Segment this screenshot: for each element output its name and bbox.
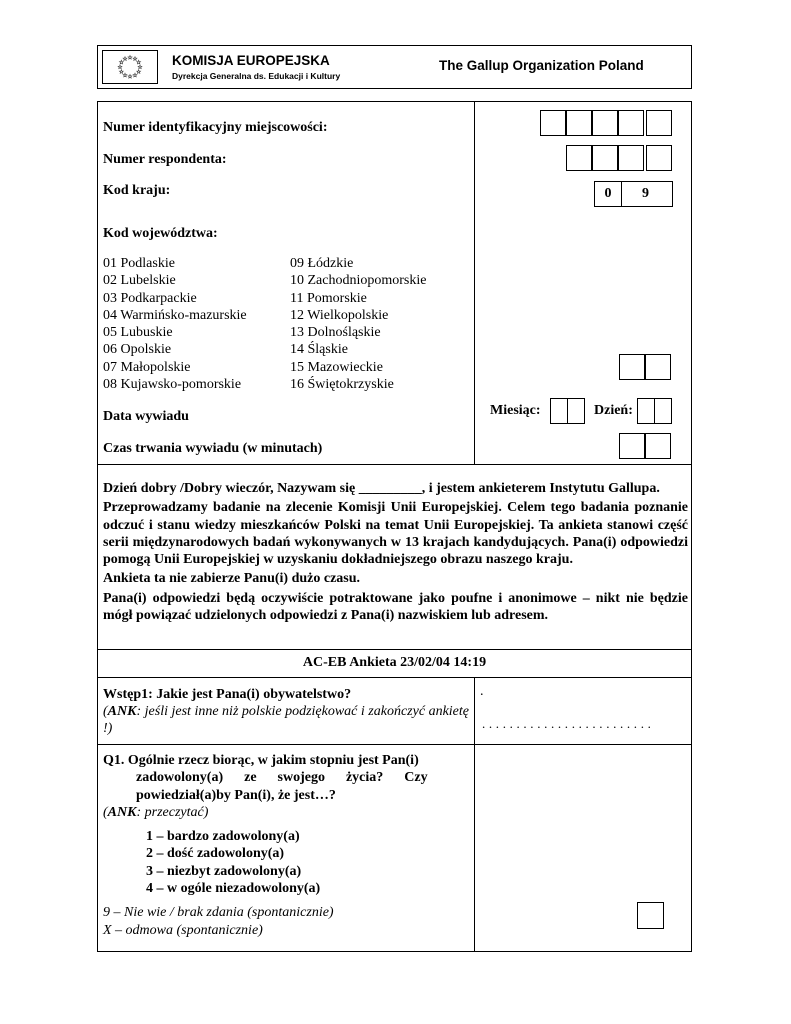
survey-title: AC-EB Ankieta 23/02/04 14:19 [302,655,487,670]
ank-label: ANK [107,704,137,719]
eu-star-icon [119,60,123,64]
q1-text-line1: Q1. Ogólnie rzecz biorąc, w jakim stopniu jest Pan(i) [103,753,419,768]
region-item: 12 Wielkopolskie [290,307,389,323]
ank-label: ANK [107,804,137,820]
intro-question [103,686,469,737]
eu-star-icon [118,65,122,69]
purpose: Przeprowadzamy badanie na zlecenie Komisji Unii Europejskiej. Celem tego badania poznanie odczuć i stanu wiedzy mieszkańców Polski na temat Unii Europejskiej. Ta ankieta stanowi część serii międzynarodowych badań wykonywanych w 13 krajach kandydujących. Pana(i) odpowiedzi pomogą Unii Europejskiej w uzyskaniu dokładniejszego obrazu naszego kraju. [103,500,688,568]
q1-block [103,752,469,939]
respondent-no-box[interactable] [618,145,644,171]
interview-date-label: Data wywiadu [103,409,189,424]
q1-option[interactable]: 4 – w ogóle niezadowolony(a) [146,881,321,897]
divider-intro-title [97,649,692,650]
greeting: Dzień dobry /Dobry wieczór, Nazywam się _________, i jestem ankieterem Instytutu Gallupa. [103,481,660,496]
eu-star-icon [137,70,141,74]
intro-text [103,480,688,624]
locality-id-label: Numer identyfikacyjny miejscowości: [103,120,328,135]
eu-star-icon [133,57,137,61]
eu-star-icon [128,56,132,60]
locality-id-box[interactable] [566,110,592,136]
header-bar [97,45,692,89]
confidentiality-note: Pana(i) odpowiedzi będą oczywiście potraktowane jako poufne i anonimowe – nikt nie będzie mógł powiązać udzielonych odpowiedzi z Pana(i) nazwiskiem lub adresem. [103,590,688,624]
month-label: Miesiąc: [490,403,541,418]
eu-logo [102,50,158,84]
answer-line[interactable]: . . . . . . . . . . . . . . . . . . . . . . . . . [482,716,652,731]
voivodeship-box[interactable] [619,354,645,380]
regions-list-right [290,255,426,393]
region-item: 02 Lubelskie [103,273,176,289]
commission-subtitle: Dyrekcja Generalna ds. Edukacji i Kultury [172,71,341,81]
duration-box[interactable] [619,433,645,459]
locality-id-box[interactable] [592,110,618,136]
q1-answer-box[interactable] [637,902,664,929]
region-item: 05 Lubuskie [103,325,173,341]
month-box[interactable] [567,398,585,424]
region-item: 10 Zachodniopomorskie [290,273,427,289]
region-item: 01 Podlaskie [103,256,175,271]
respondent-no-label: Numer respondenta: [103,152,227,167]
divider-title-q [97,677,692,678]
intro-question-instruction: (ANK: jeśli jest inne niż polskie podziękować i zakończyć ankietę !) [103,704,469,736]
region-item: 07 Małopolskie [103,359,191,375]
instruction-text: : jeśli jest inne niż polskie podziękować i zakończyć ankietę !) [103,704,469,736]
duration-box[interactable] [645,433,671,459]
locality-id-box[interactable] [618,110,644,136]
day-label: Dzień: [594,403,633,418]
region-item: 06 Opolskie [103,342,172,358]
region-item: 16 Świętokrzyskie [290,377,394,393]
divider-id-intro [97,464,692,465]
eu-star-icon [119,70,123,74]
q1-options [103,828,469,897]
eu-star-icon [123,73,127,77]
region-item: 08 Kujawsko-pomorskie [103,377,242,393]
q1-option[interactable]: 3 – niezbyt zadowolony(a) [146,863,302,879]
country-code-digit-2[interactable]: 9 [621,181,673,207]
q1-instruction: (ANK: przeczytać) [103,804,209,820]
region-item: 11 Pomorskie [290,290,367,306]
voivodeship-label: Kod województwa: [103,226,218,241]
eu-star-icon [137,60,141,64]
respondent-no-box[interactable] [592,145,618,171]
q1-text-line3: powiedział(a)by Pan(i), że jest…? [136,787,336,803]
q1-text-line2: zadowolony(a) ze swojego życia? Czy [136,770,428,786]
instruction-text: : przeczytać) [136,804,209,820]
q1-option[interactable]: 2 – dość zadowolony(a) [146,846,285,862]
eu-star-icon [138,65,142,69]
intro-question-text: Wstęp1: Jakie jest Pana(i) obywatelstwo? [103,687,352,702]
region-item: 14 Śląskie [290,342,348,358]
month-box[interactable] [550,398,568,424]
commission-title: KOMISJA EUROPEJSKA [172,53,330,68]
country-code-label: Kod kraju: [103,183,171,198]
region-item: 04 Warmińsko-mazurskie [103,307,247,323]
answer-column-divider [474,677,475,952]
voivodeship-box[interactable] [645,354,671,380]
short-time-note: Ankieta ta nie zabierze Panu(i) dużo czasu. [103,571,361,587]
duration-label: Czas trwania wywiadu (w minutach) [103,441,323,456]
divider-wstep-q1 [97,744,692,745]
id-section-divider [474,101,475,464]
org-name: The Gallup Organization Poland [439,58,644,73]
eu-star-icon [133,73,137,77]
day-box[interactable] [654,398,672,424]
regions-list-left [103,255,247,393]
respondent-no-box[interactable] [646,145,672,171]
eu-star-icon [128,75,132,79]
q1-dont-know[interactable]: 9 – Nie wie / brak zdania (spontanicznie) [103,905,334,921]
locality-id-box[interactable] [540,110,566,136]
q1-refusal[interactable]: X – odmowa (spontanicznie) [103,922,263,938]
region-item: 03 Podkarpackie [103,290,197,306]
region-item: 13 Dolnośląskie [290,325,381,341]
day-box[interactable] [637,398,655,424]
eu-star-icon [123,57,127,61]
country-code-digit-1[interactable]: 0 [594,181,622,207]
respondent-no-box[interactable] [566,145,592,171]
region-item: 15 Mazowieckie [290,359,383,375]
eu-stars-icon [103,51,157,83]
locality-id-box[interactable] [646,110,672,136]
region-item: 09 Łódzkie [290,256,354,271]
q1-option[interactable]: 1 – bardzo zadowolony(a) [146,829,300,845]
answer-dot: . [480,684,484,699]
